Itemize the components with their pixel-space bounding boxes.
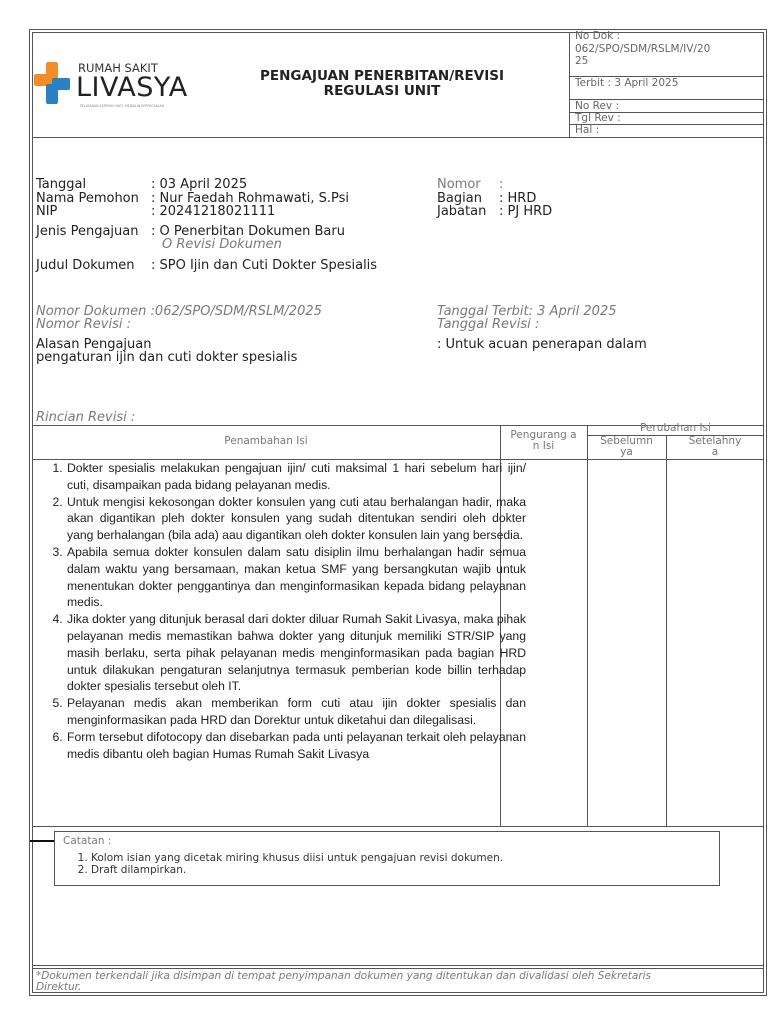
- nomor-revisi-field: Nomor Revisi :: [36, 317, 132, 332]
- jenis-option-revisi[interactable]: O Revisi Dokumen: [162, 237, 282, 252]
- col-header-setelahnya-1: Setelahny: [688, 435, 742, 447]
- jenis-option-baru[interactable]: : O Penerbitan Dokumen Baru: [151, 224, 345, 239]
- penambahan-list: [36, 460, 526, 762]
- no-dok-label: No Dok :: [575, 30, 621, 42]
- note-marker-left: [30, 840, 54, 842]
- nip-label: NIP: [36, 204, 58, 219]
- list-item: 1. Dokter spesialis melakukan pengajuan ijin/ cuti maksimal 1 hari sebelum hari ijin/ cuti, disampaikan pada bidang pelayanan medis.: [66, 460, 526, 494]
- judul-dokumen-value: : SPO Ijin dan Cuti Dokter Spesialis: [151, 258, 378, 273]
- catatan-box: [54, 831, 720, 886]
- note-item: 2. Draft dilampirkan.: [91, 865, 503, 877]
- footer-rule-bottom: [32, 968, 764, 969]
- nomor-dokumen-field: Nomor Dokumen :062/SPO/SDM/RSLM/2025: [36, 304, 322, 319]
- catatan-label: Catatan :: [63, 835, 112, 847]
- terbit-field: Terbit : 3 April 2025: [575, 77, 679, 89]
- jabatan-label: Jabatan: [437, 204, 487, 219]
- list-item: 2. Untuk mengisi kekosongan dokter konsulen yang cuti atau berhalangan hadir, maka akan digantikan pleh dokter konsulen yang sudah ditentukan sendiri oleh dokter yang berhalangan (bila ada) aau digantikan oleh dokter konsulen lain yang bersedia.: [66, 494, 526, 544]
- tgl-rev-field: Tgl Rev :: [575, 112, 621, 124]
- cross-logo-icon: [34, 62, 76, 108]
- nomor-value: :: [499, 177, 504, 192]
- document-meta-box: [569, 32, 764, 138]
- jenis-pengajuan-label: Jenis Pengajuan: [36, 224, 139, 239]
- col-header-pengurangan-2: n Isi: [532, 440, 555, 452]
- logo-brand-main: LIVASYA: [76, 72, 188, 103]
- col-header-penambahan: Penambahan Isi: [224, 435, 308, 447]
- bagian-label: Bagian: [437, 191, 482, 206]
- no-rev-field: No Rev :: [575, 100, 619, 112]
- tanggal-terbit-field: Tanggal Terbit: 3 April 2025: [437, 304, 617, 319]
- hospital-logo: [34, 58, 194, 112]
- col-header-perubahan: Perubahan Isi: [639, 422, 712, 434]
- col-header-pengurangan-1: Pengurang a: [510, 429, 577, 441]
- tanggal-revisi-field: Tanggal Revisi :: [437, 317, 540, 332]
- footer-disclaimer-line1: *Dokumen terkendali jika disimpan di tempat penyimpanan dokumen yang ditentukan dan divalidasi oleh Sekretaris: [36, 970, 652, 982]
- nip-value: : 20241218021111: [151, 204, 276, 219]
- col-header-sebelumnya-1: Sebelumn: [600, 435, 653, 447]
- list-item: 5. Pelayanan medis akan memberikan form cuti atau ijin dokter spesialis dan menginformasikan pada HRD dan Dorektur untuk diketahui dan dilegalisasi.: [66, 695, 526, 729]
- form-title-line1: PENGAJUAN PENERBITAN/REVISI: [260, 68, 504, 84]
- nama-pemohon-label: Nama Pemohon: [36, 191, 139, 206]
- logo-brand-top: RUMAH SAKIT: [78, 61, 158, 75]
- form-title-line2: REGULASI UNIT: [323, 83, 441, 99]
- col-header-sebelumnya-2: ya: [620, 446, 633, 458]
- rincian-revisi-label: Rincian Revisi :: [36, 410, 136, 425]
- list-item: 3. Apabila semua dokter konsulen dalam satu disiplin ilmu berhalangan hadir semua dalam waktu yang bersamaan, makan ketua SMF yang bersangkutan wajib untuk menentukan dokter penggantinya dan menginformasikan kepada bidang pelayanan medis.: [66, 544, 526, 611]
- alasan-label: Alasan Pengajuan: [36, 337, 152, 352]
- alasan-value-a: : Untuk acuan penerapan dalam: [437, 337, 647, 352]
- tanggal-label: Tanggal: [36, 177, 87, 192]
- logo-tagline: PELAYANAN SEPENUH HATI, MENJALIN KEPERCAYAAN: [80, 104, 165, 108]
- footer-disclaimer-line2: Direktur.: [36, 981, 82, 993]
- list-item: 6. Form tersebut difotocopy dan disebarkan pada unti pelayanan terkait oleh pelayanan medis dibantu oleh bagian Humas Rumah Sakit Livasya: [66, 729, 526, 763]
- nama-pemohon-value: : Nur Faedah Rohmawati, S.Psi: [151, 191, 350, 206]
- footer-rule-top: [32, 965, 764, 966]
- alasan-value-b: pengaturan ijin dan cuti dokter spesialis: [36, 350, 298, 365]
- bagian-value: : HRD: [499, 191, 537, 206]
- no-dok-value-line1: 062/SPO/SDM/RSLM/IV/20: [575, 43, 711, 55]
- note-item: 1. Kolom isian yang dicetak miring khusus diisi untuk pengajuan revisi dokumen.: [91, 853, 503, 865]
- col-header-setelahnya-2: a: [711, 446, 719, 458]
- tanggal-value: : 03 April 2025: [151, 177, 248, 192]
- nomor-label: Nomor: [437, 177, 481, 192]
- jabatan-value: : PJ HRD: [499, 204, 553, 219]
- no-dok-value-line2: 25: [575, 55, 589, 67]
- list-item: 4. Jika dokter yang ditunjuk berasal dari dokter diluar Rumah Sakit Livasya, maka pihak pelayanan medis memastikan bahwa dokter yang ditunjuk memiliki STR/SIP yang masih berlaku, serta pihak pelayanan medis menginformasikan pada bagian HRD untuk dilakukan pengaturan selanjutnya termasuk pemberian kode billin terhadap dokter spesialis tersebut oleh IT.: [66, 611, 526, 695]
- judul-dokumen-label: Judul Dokumen: [36, 258, 135, 273]
- hal-field: Hal :: [575, 124, 600, 136]
